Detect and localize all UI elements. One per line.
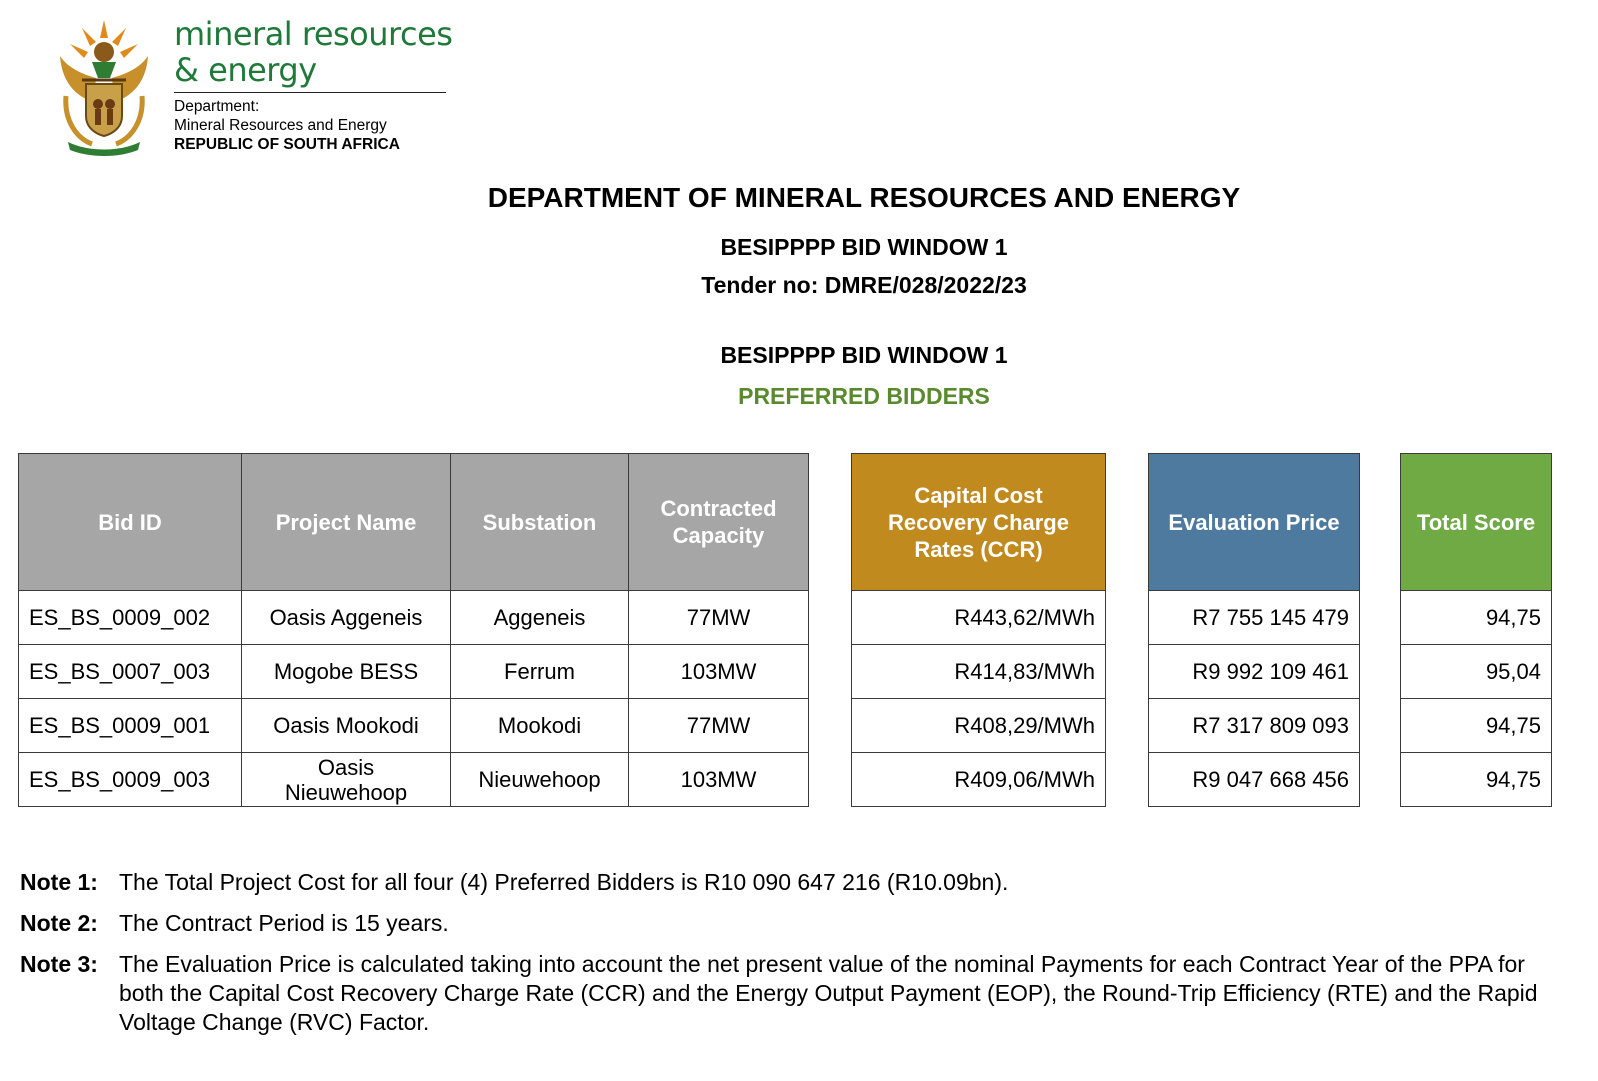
cell-project-name: Oasis Nieuwehoop [242,753,451,807]
bid-window-heading-2: BESIPPPP BID WINDOW 1 [720,342,1008,368]
cell-substation: Aggeneis [451,591,629,645]
note-text: The Evaluation Price is calculated taking into account the net present value of the nominal Payments for each Contract Year of the PPA for both the Capital Cost Recovery Charge Rate (CCR) and the Energy Output Payment (EOP), the Round-Trip Efficiency (RTE) and the Rapid Voltage Change (RVC) Factor. [119,951,1538,1035]
cell-substation: Nieuwehoop [451,753,629,807]
note-label: Note 1: [20,869,98,895]
header-total-score: Total Score [1401,454,1552,591]
cell-ccr: R443,62/MWh [852,591,1106,645]
wordmark-line-1: mineral resources [174,15,453,53]
table-row [1401,753,1552,807]
note-2 [20,909,1580,938]
cell-capacity: 103MW [629,753,809,807]
cell-project-name: Oasis Aggeneis [242,591,451,645]
header-ccr: Capital Cost Recovery Charge Rates (CCR) [852,454,1106,591]
table-header-row [1149,454,1360,591]
cell-ccr: R414,83/MWh [852,645,1106,699]
cell-bid-id: ES_BS_0007_003 [19,645,242,699]
table-row [1149,753,1360,807]
table-row [19,699,809,753]
country-name: REPUBLIC OF SOUTH AFRICA [174,136,400,153]
tender-number: Tender no: DMRE/028/2022/23 [701,272,1027,298]
table-row [852,591,1106,645]
table-row [852,753,1106,807]
coat-of-arms-icon [52,16,156,156]
table-row [1149,591,1360,645]
cell-project-name: Mogobe BESS [242,645,451,699]
cell-capacity: 103MW [629,645,809,699]
note-label: Note 2: [20,910,98,936]
cell-bid-id: ES_BS_0009_002 [19,591,242,645]
cell-ccr: R409,06/MWh [852,753,1106,807]
ccr-table [851,453,1106,807]
table-header-row [19,454,809,591]
cell-evaluation-price: R7 317 809 093 [1149,699,1360,753]
preferred-bidders-heading: PREFERRED BIDDERS [738,383,990,409]
table-row [1149,699,1360,753]
cell-project-name: Oasis Mookodi [242,699,451,753]
cell-total-score: 94,75 [1401,699,1552,753]
header-bid-id: Bid ID [19,454,242,591]
note-text: The Total Project Cost for all four (4) Preferred Bidders is R10 090 647 216 (R10.09bn). [119,869,1009,895]
dept-label: Department: [174,98,260,115]
evaluation-price-table [1148,453,1360,807]
note-text: The Contract Period is 15 years. [119,910,449,936]
header-capacity: Contracted Capacity [629,454,809,591]
cell-total-score: 95,04 [1401,645,1552,699]
cell-total-score: 94,75 [1401,591,1552,645]
header-substation: Substation [451,454,629,591]
total-score-table [1400,453,1552,807]
dept-name: Mineral Resources and Energy [174,117,387,134]
dmre-logo [50,10,460,160]
wordmark-line-2: & energy [174,51,317,89]
cell-bid-id: ES_BS_0009_001 [19,699,242,753]
cell-substation: Mookodi [451,699,629,753]
cell-evaluation-price: R9 047 668 456 [1149,753,1360,807]
table-row [1401,645,1552,699]
table-row [1401,699,1552,753]
wordmark-divider [174,92,446,93]
cell-capacity: 77MW [629,591,809,645]
table-header-row [852,454,1106,591]
cell-substation: Ferrum [451,645,629,699]
table-row [852,645,1106,699]
cell-evaluation-price: R7 755 145 479 [1149,591,1360,645]
cell-ccr: R408,29/MWh [852,699,1106,753]
note-3 [20,950,1580,1037]
cell-total-score: 94,75 [1401,753,1552,807]
logo-wordmark [174,16,460,154]
table-header-row [1401,454,1552,591]
note-label: Note 3: [20,951,98,977]
page-title: DEPARTMENT OF MINERAL RESOURCES AND ENERGY [487,182,1241,213]
notes-section [20,868,1580,1049]
table-row [19,591,809,645]
table-row [1401,591,1552,645]
table-row [19,645,809,699]
cell-bid-id: ES_BS_0009_003 [19,753,242,807]
table-row [852,699,1106,753]
bidders-table [18,453,809,807]
cell-evaluation-price: R9 992 109 461 [1149,645,1360,699]
bid-window-heading: BESIPPPP BID WINDOW 1 [720,234,1008,260]
table-row [1149,645,1360,699]
table-row [19,753,809,807]
cell-capacity: 77MW [629,699,809,753]
header-evaluation-price: Evaluation Price [1149,454,1360,591]
header-project-name: Project Name [242,454,451,591]
note-1 [20,868,1580,897]
